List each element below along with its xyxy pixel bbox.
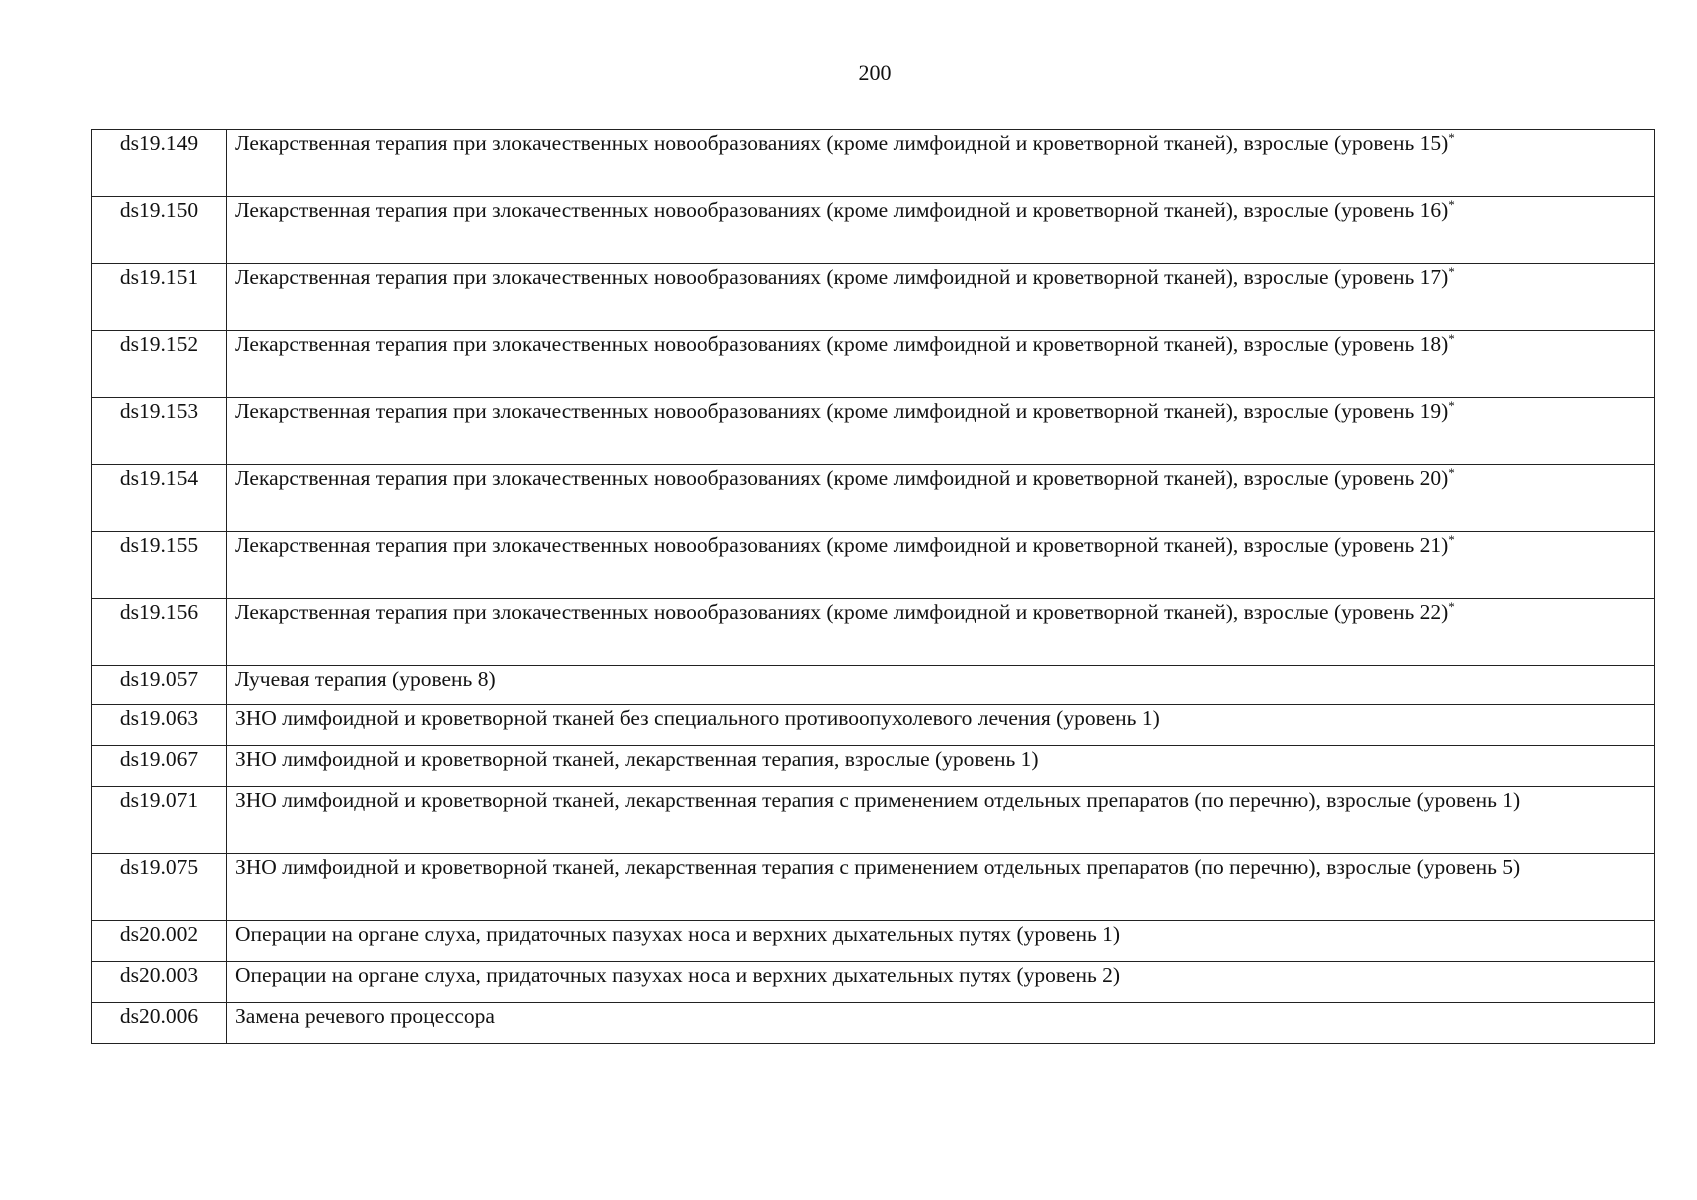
row-description <box>227 465 1655 532</box>
row-code: ds20.003 <box>92 962 227 1003</box>
footnote-mark: * <box>1448 464 1455 480</box>
page-number: 200 <box>858 60 892 85</box>
footnote-mark: * <box>1448 598 1455 614</box>
table-row <box>92 532 1655 599</box>
footnote-mark: * <box>1448 330 1455 346</box>
table-row <box>92 398 1655 465</box>
table-row <box>92 787 1655 854</box>
table-row <box>92 666 1655 705</box>
row-description <box>227 264 1655 331</box>
table-row <box>92 1003 1655 1044</box>
row-code: ds19.153 <box>92 398 227 465</box>
row-description <box>227 599 1655 666</box>
row-code: ds20.002 <box>92 921 227 962</box>
row-description <box>227 331 1655 398</box>
description-text: Лекарственная терапия при злокачественных новообразованиях (кроме лимфоидной и кроветворной тканей), взрослые (уровень 17) <box>235 265 1449 289</box>
row-description <box>227 532 1655 599</box>
description-text: Лекарственная терапия при злокачественных новообразованиях (кроме лимфоидной и кроветворной тканей), взрослые (уровень 15) <box>235 131 1449 155</box>
row-code: ds19.067 <box>92 746 227 787</box>
row-code: ds19.075 <box>92 854 227 921</box>
row-description <box>227 130 1655 197</box>
row-code: ds19.071 <box>92 787 227 854</box>
row-code: ds19.150 <box>92 197 227 264</box>
table-row <box>92 854 1655 921</box>
description-text: Лекарственная терапия при злокачественных новообразованиях (кроме лимфоидной и кроветворной тканей), взрослые (уровень 18) <box>235 332 1449 356</box>
row-description <box>227 398 1655 465</box>
table-row <box>92 921 1655 962</box>
row-description: Операции на органе слуха, придаточных пазухах носа и верхних дыхательных путях (уровень 1) <box>227 921 1655 962</box>
row-description: Замена речевого процессора <box>227 1003 1655 1044</box>
row-code: ds19.152 <box>92 331 227 398</box>
table-row <box>92 331 1655 398</box>
row-description <box>227 197 1655 264</box>
row-code: ds19.155 <box>92 532 227 599</box>
table-row <box>92 465 1655 532</box>
row-code: ds19.063 <box>92 705 227 746</box>
table-row <box>92 130 1655 197</box>
row-description: ЗНО лимфоидной и кроветворной тканей, лекарственная терапия с применением отдельных препаратов (по перечню), взрослые (уровень 1) <box>227 787 1655 854</box>
row-description: ЗНО лимфоидной и кроветворной тканей без специального противоопухолевого лечения (уровень 1) <box>227 705 1655 746</box>
row-description: ЗНО лимфоидной и кроветворной тканей, лекарственная терапия с применением отдельных препаратов (по перечню), взрослые (уровень 5) <box>227 854 1655 921</box>
description-text: Лекарственная терапия при злокачественных новообразованиях (кроме лимфоидной и кроветворной тканей), взрослые (уровень 20) <box>235 466 1449 490</box>
table-row <box>92 599 1655 666</box>
row-code: ds19.057 <box>92 666 227 705</box>
footnote-mark: * <box>1448 531 1455 547</box>
table-row <box>92 962 1655 1003</box>
footnote-mark: * <box>1448 397 1455 413</box>
footnote-mark: * <box>1448 196 1455 212</box>
description-text: Лекарственная терапия при злокачественных новообразованиях (кроме лимфоидной и кроветворной тканей), взрослые (уровень 16) <box>235 198 1449 222</box>
description-text: Лекарственная терапия при злокачественных новообразованиях (кроме лимфоидной и кроветворной тканей), взрослые (уровень 22) <box>235 600 1449 624</box>
row-description: ЗНО лимфоидной и кроветворной тканей, лекарственная терапия, взрослые (уровень 1) <box>227 746 1655 787</box>
footnote-mark: * <box>1448 263 1455 279</box>
table-row <box>92 705 1655 746</box>
row-description: Лучевая терапия (уровень 8) <box>227 666 1655 705</box>
table-row <box>92 197 1655 264</box>
table-row <box>92 746 1655 787</box>
row-code: ds19.156 <box>92 599 227 666</box>
footnote-mark: * <box>1448 129 1455 145</box>
row-code: ds19.149 <box>92 130 227 197</box>
row-code: ds19.154 <box>92 465 227 532</box>
table-row <box>92 264 1655 331</box>
row-description: Операции на органе слуха, придаточных пазухах носа и верхних дыхательных путях (уровень 2) <box>227 962 1655 1003</box>
tariff-table <box>91 129 1655 1044</box>
description-text: Лекарственная терапия при злокачественных новообразованиях (кроме лимфоидной и кроветворной тканей), взрослые (уровень 21) <box>235 533 1449 557</box>
description-text: Лекарственная терапия при злокачественных новообразованиях (кроме лимфоидной и кроветворной тканей), взрослые (уровень 19) <box>235 399 1449 423</box>
row-code: ds19.151 <box>92 264 227 331</box>
row-code: ds20.006 <box>92 1003 227 1044</box>
